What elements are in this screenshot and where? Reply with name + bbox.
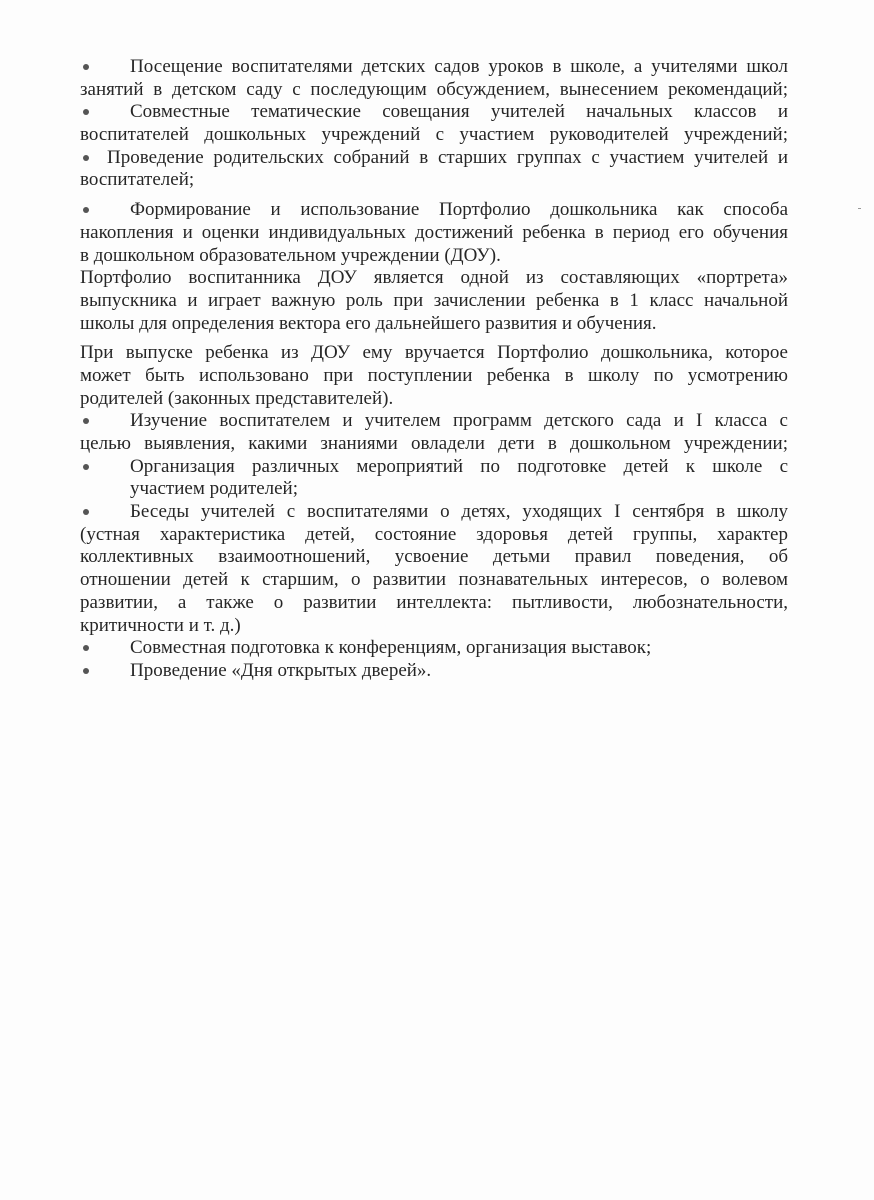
text-line [80, 342, 788, 365]
line-text: Беседы учителей с воспитателями о детях, уходящих I сентября в школу [130, 501, 788, 523]
bullet-list-item-line [80, 101, 788, 124]
bullet-list-item-line [80, 147, 788, 170]
line-text: отношении детей к старшим, о развитии познавательных интересов, о волевом [80, 569, 788, 591]
bullet-list-item-line [80, 660, 788, 683]
line-text: критичности и т. д.) [80, 614, 241, 636]
text-line [80, 169, 788, 192]
bullet-list-item-line [80, 501, 788, 524]
line-text: Портфолио воспитанника ДОУ является одной из составляющих «портрета» [80, 267, 788, 289]
line-text: Совместная подготовка к конференциям, организация выставок; [130, 637, 652, 659]
text-line [80, 524, 788, 547]
line-text: может быть использовано при поступлении ребенка в школу по усмотрению [80, 364, 788, 386]
line-text: При выпуске ребенка из ДОУ ему вручается Портфолио дошкольника, которое [80, 342, 788, 364]
text-line [80, 478, 788, 501]
line-text: Проведение «Дня открытых дверей». [130, 659, 432, 681]
text-line [80, 222, 788, 245]
line-text: (устная характеристика детей, состояние здоровья детей группы, характер [80, 523, 788, 545]
line-text: целью выявления, какими знаниями овладели дети в дошкольном учреждении; [80, 433, 788, 454]
bullet-list-item-line [80, 637, 788, 660]
text-line [80, 79, 788, 102]
line-text: воспитателей дошкольных учреждений с участием руководителей учреждений; [80, 124, 788, 146]
line-text: коллективных взаимоотношений, усвоение детьми правил поведения, об [80, 546, 788, 568]
text-line [80, 592, 788, 615]
text-line [80, 615, 788, 638]
line-text: развитии, а также о развитии интеллекта: пытливости, любознательности, [80, 591, 788, 613]
line-text: воспитателей; [80, 169, 195, 191]
bullet-list-item-line [80, 456, 788, 479]
bullet-list-item-line [80, 199, 788, 222]
bullet-icon [83, 668, 89, 674]
text-line [80, 365, 788, 388]
line-text: в дошкольном образовательном учреждении (ДОУ). [80, 244, 501, 266]
line-text: Проведение родительских собраний в старших группах с участием учителей и [107, 146, 788, 168]
line-text: школы для определения вектора его дальнейшего развития и обучения. [80, 312, 657, 334]
text-line [80, 267, 788, 290]
line-text: накопления и оценки индивидуальных достижений ребенка в период его обучения [80, 221, 788, 243]
line-text: Совместные тематические совещания учителей начальных классов и [130, 101, 788, 123]
text-line [80, 546, 788, 569]
text-line [80, 290, 788, 313]
bullet-icon [83, 109, 89, 115]
line-text: родителей (законных представителей). [80, 387, 394, 409]
bullet-list-item-line [80, 410, 788, 433]
bullet-list-item-line [80, 56, 788, 79]
text-line [80, 124, 788, 147]
text-line [80, 433, 788, 456]
scan-speck [858, 208, 861, 209]
bullet-icon [83, 645, 89, 651]
text-line [80, 388, 788, 411]
bullet-icon [83, 207, 89, 213]
bullet-icon [83, 509, 89, 515]
line-text: участием родителей; [130, 478, 298, 500]
line-text: Изучение воспитателем и учителем программ детского сада и I класса с [130, 410, 788, 432]
line-text: Формирование и использование Портфолио дошкольника как способа [130, 199, 788, 221]
bullet-icon [83, 64, 89, 70]
text-line [80, 245, 788, 268]
text-line [80, 569, 788, 592]
line-text: выпускника и играет важную роль при зачислении ребенка в 1 класс начальной [80, 289, 788, 311]
bullet-icon [83, 155, 89, 161]
document-body [80, 56, 788, 683]
bullet-icon [83, 418, 89, 424]
line-text: Посещение воспитателями детских садов уроков в школе, а учителями школ [130, 56, 788, 77]
bullet-icon [83, 464, 89, 470]
line-text: занятий в детском саду с последующим обсуждением, вынесением рекомендаций; [80, 78, 788, 100]
text-line [80, 313, 788, 336]
line-text: Организация различных мероприятий по подготовке детей к школе с [130, 455, 788, 477]
